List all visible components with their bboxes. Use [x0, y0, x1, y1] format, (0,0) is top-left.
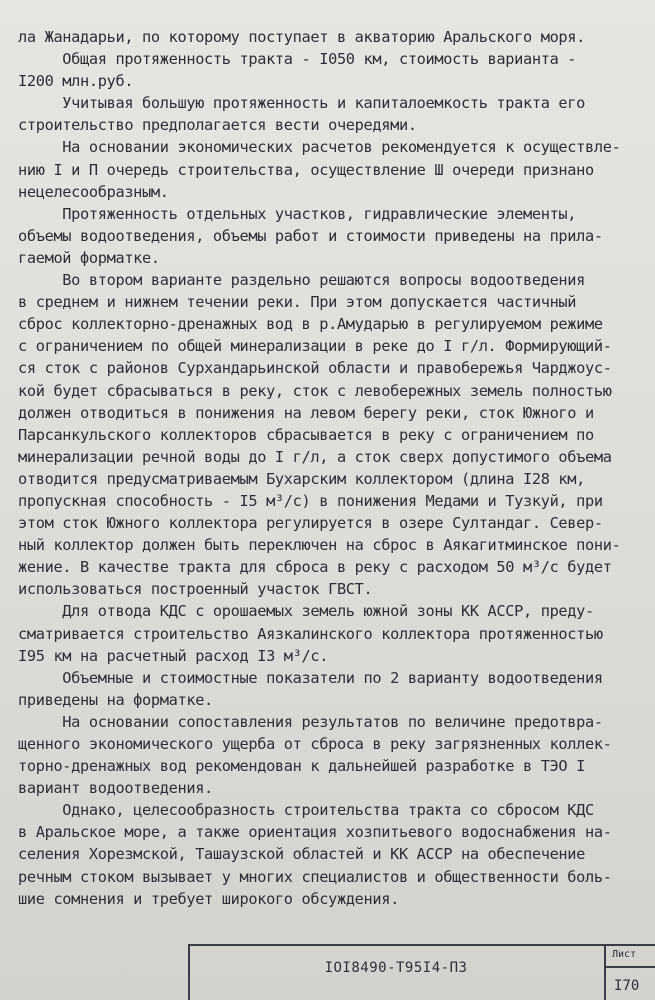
- text-line: сматривается строительство Аязкалинского коллектора протяженностью: [18, 624, 603, 643]
- text-line: На основании экономических расчетов рекомендуется к осуществле-: [18, 138, 621, 157]
- text-line: ный коллектор должен быть переключен на сброс в Аякагитминское пони-: [18, 536, 621, 555]
- text-line: Парсанкульского коллекторов сбрасывается в реку с ограничением по: [18, 425, 594, 444]
- text-line: Во втором варианте раздельно решаются вопросы водоотведения: [18, 271, 586, 290]
- text-line: щенного экономического ущерба от сброса в реку загрязненных коллек-: [18, 735, 612, 753]
- text-line: I200 млн.руб.: [18, 72, 134, 91]
- document-code: IOI8490-Т95I4-ПЗ: [324, 960, 468, 976]
- text-line: На основании сопоставления результатов по величине предотвра-: [18, 712, 603, 731]
- text-line: речным стоком вызывает у многих специалистов и общественности боль-: [18, 867, 612, 886]
- text-line: Учитывая большую протяженность и капиталоемкость тракта его: [18, 94, 586, 113]
- text-line: Однако, целесообразность строительства тракта со сбросом КДС: [18, 801, 594, 820]
- text-line: нецелесообразным.: [18, 182, 169, 201]
- text-line: в Аральское море, а также ориентация хозпитьевого водоснабжения на-: [18, 823, 612, 842]
- stamp-divider: [604, 946, 606, 1000]
- text-line: гаемой форматке.: [18, 248, 160, 267]
- text-line: ся сток с районов Сурхандарьинской области и правобережья Чарджоус-: [18, 359, 612, 378]
- text-line: селения Хорезмской, Ташаузской областей и КК АССР на обеспечение: [18, 845, 586, 864]
- text-line: Для отвода КДС с орошаемых земель южной зоны КК АССР, преду-: [18, 602, 594, 621]
- text-line: приведены на форматке.: [18, 690, 213, 709]
- sheet-number: I70: [614, 978, 640, 994]
- sheet-label: Лист: [612, 949, 637, 960]
- text-line: Общая протяженность тракта - I050 км, стоимость варианта -: [18, 50, 577, 69]
- text-line: ла Жанадарьи, по которому поступает в акваторию Аральского моря.: [18, 28, 586, 46]
- stamp-divider: [606, 966, 655, 968]
- text-line: отводится предусматриваемым Бухарским коллектором (длина I28 км,: [18, 469, 586, 488]
- text-line: I95 км на расчетный расход I3 м³/с.: [18, 646, 329, 665]
- text-line: пропускная способность - I5 м³/с) в понижения Медами и Тузкуй, при: [18, 491, 603, 510]
- text-line: торно-дренажных вод рекомендован к дальнейшей разработке в ТЭО I: [18, 757, 586, 776]
- text-line: строительство предполагается вести очередями.: [18, 116, 417, 135]
- text-line: жение. В качестве тракта для сброса в реку с расходом 50 м³/с будет: [18, 558, 612, 577]
- text-line: минерализации речной воды до I г/л, а сток сверх допустимого объема: [18, 447, 612, 466]
- text-line: этом сток Южного коллектора регулируется в озере Султандаг. Север-: [18, 514, 603, 533]
- text-line: объемы водоотведения, объемы работ и стоимости приведены на прила-: [18, 226, 603, 245]
- text-line: кой будет сбрасываться в реку, сток с левобережных земель полностью: [18, 381, 612, 400]
- text-line: сброс коллекторно-дренажных вод в р.Амударью в регулируемом режиме: [18, 315, 603, 334]
- text-line: с ограничением по общей минерализации в реке до I г/л. Формирующий-: [18, 337, 612, 356]
- text-line: вариант водоотведения.: [18, 779, 213, 798]
- text-line: Протяженность отдельных участков, гидравлические элементы,: [18, 204, 577, 223]
- text-line: нию I и П очередь строительства, осуществление Ш очереди признано: [18, 160, 594, 179]
- text-line: в среднем и нижнем течении реки. При этом допускается частичный: [18, 293, 577, 312]
- text-line: должен отводиться в понижения на левом берегу реки, сток Южного и: [18, 403, 594, 422]
- text-line: использоваться построенный участок ГВСТ.: [18, 580, 373, 599]
- text-line: Объемные и стоимостные показатели по 2 варианту водоотведения: [18, 668, 603, 687]
- text-line: шие сомнения и требует широкого обсуждения.: [18, 889, 399, 908]
- title-block-stamp: [188, 944, 655, 1000]
- body-text: [18, 26, 648, 910]
